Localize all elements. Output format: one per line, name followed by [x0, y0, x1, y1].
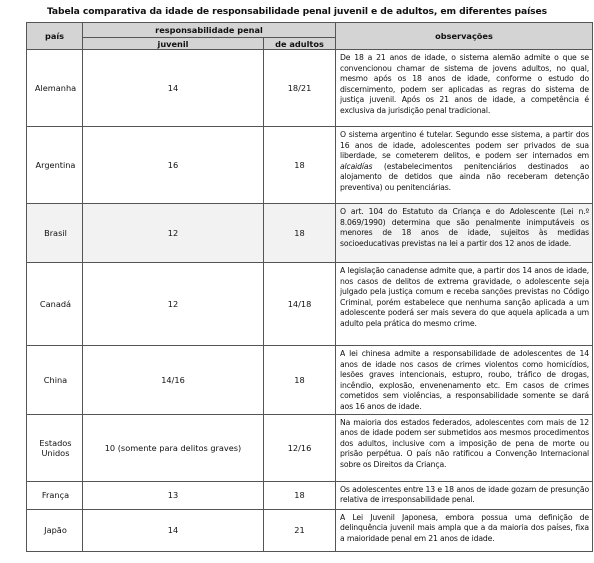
header-juvenil: juvenil	[83, 38, 264, 50]
cell-juvenil: 14/16	[83, 346, 264, 415]
cell-adultos: 18	[264, 481, 336, 509]
cell-observacoes: Na maioria dos estados federados, adolescentes com mais de 12 anos de idade podem ser submetidos aos mesmos procedimentos dos adultos, inclusive com a imposição de pena de morte ou prisão perpétua. O país não ratificou a Convenção Internacional sobre os Direitos da Criança.	[336, 414, 593, 481]
table-row	[27, 414, 593, 481]
cell-adultos: 12/16	[264, 414, 336, 481]
cell-observacoes: De 18 a 21 anos de idade, o sistema alemão admite o que se convencionou chamar de sistema de jovens adultos, no qual, mesmo após os 18 anos de idade, conforme o estudo do discernimento, podem ser aplicadas as regras do sistema de justiça juvenil. Após os 21 anos de idade, a competência é exclusiva da jurisdição penal tradicional.	[336, 50, 593, 127]
cell-juvenil: 12	[83, 204, 264, 263]
cell-observacoes: O art. 104 do Estatuto da Criança e do Adolescente (Lei n.º 8.069/1990) determina que são penalmente inimputáveis os menores de 18 anos de idade, sujeitos às medidas socioeducativas previstas na lei a partir dos 12 anos de idade.	[336, 204, 593, 263]
cell-pais: Estados Unidos	[27, 414, 83, 481]
cell-juvenil: 12	[83, 263, 264, 346]
cell-juvenil: 10 (somente para delitos graves)	[83, 414, 264, 481]
table-row	[27, 263, 593, 346]
header-pais: país	[27, 23, 83, 50]
cell-adultos: 21	[264, 509, 336, 551]
cell-adultos: 18	[264, 204, 336, 263]
header-responsabilidade: responsabilidade penal	[83, 23, 336, 38]
cell-pais: Canadá	[27, 263, 83, 346]
table-row	[27, 204, 593, 263]
header-adultos: de adultos	[264, 38, 336, 50]
cell-observacoes: A Lei Juvenil Japonesa, embora possua uma definição de delinquência juvenil mais ampla que a da maioria dos países, fixa a maioridade penal em 21 anos de idade.	[336, 509, 593, 551]
cell-juvenil: 16	[83, 127, 264, 204]
cell-adultos: 18	[264, 127, 336, 204]
comparison-table	[26, 22, 593, 552]
cell-observacoes: O sistema argentino é tutelar. Segundo esse sistema, a partir dos 16 anos de idade, adolescentes podem ser privados de sua liberdade, se cometerem delitos, e podem ser internados em alcaidías (estabelecimentos penitenciários destinados ao alojamento de detidos que ainda não receberam detenção preventiva) ou penitenciárias.	[336, 127, 593, 204]
cell-juvenil: 14	[83, 50, 264, 127]
cell-observacoes: Os adolescentes entre 13 e 18 anos de idade gozam de presunção relativa de irresponsabilidade penal.	[336, 481, 593, 509]
cell-pais: Japão	[27, 509, 83, 551]
italic-term: alcaidías	[340, 161, 373, 171]
cell-adultos: 18/21	[264, 50, 336, 127]
cell-observacoes: A lei chinesa admite a responsabilidade de adolescentes de 14 anos de idade nos casos de crimes violentos como homicídios, lesões graves intencionais, estupro, roubo, tráfico de drogas, incêndio, explosão, envenenamento etc. Em casos de crimes cometidos sem violências, a responsabilidade somente se dará aos 16 anos de idade.	[336, 346, 593, 415]
header-observacoes: observações	[336, 23, 593, 50]
table-row	[27, 346, 593, 415]
table-row	[27, 481, 593, 509]
cell-adultos: 18	[264, 346, 336, 415]
cell-juvenil: 14	[83, 509, 264, 551]
table-title: Tabela comparativa da idade de responsabilidade penal juvenil e de adultos, em diferentes países	[46, 6, 548, 17]
cell-pais: Brasil	[27, 204, 83, 263]
table-row	[27, 509, 593, 551]
cell-observacoes: A legislação canadense admite que, a partir dos 14 anos de idade, nos casos de delitos de extrema gravidade, o adolescente seja julgado pela justiça comum e receba sanções previstas no Código Criminal, porém estabelece que nenhuma sanção aplicada a um adolescente poderá ser mais severa do que aquela aplicada a um adulto pela prática do mesmo crime.	[336, 263, 593, 346]
cell-pais: China	[27, 346, 83, 415]
cell-juvenil: 13	[83, 481, 264, 509]
cell-pais: Argentina	[27, 127, 83, 204]
cell-adultos: 14/18	[264, 263, 336, 346]
table-row	[27, 127, 593, 204]
table-row	[27, 50, 593, 127]
cell-pais: França	[27, 481, 83, 509]
cell-pais: Alemanha	[27, 50, 83, 127]
